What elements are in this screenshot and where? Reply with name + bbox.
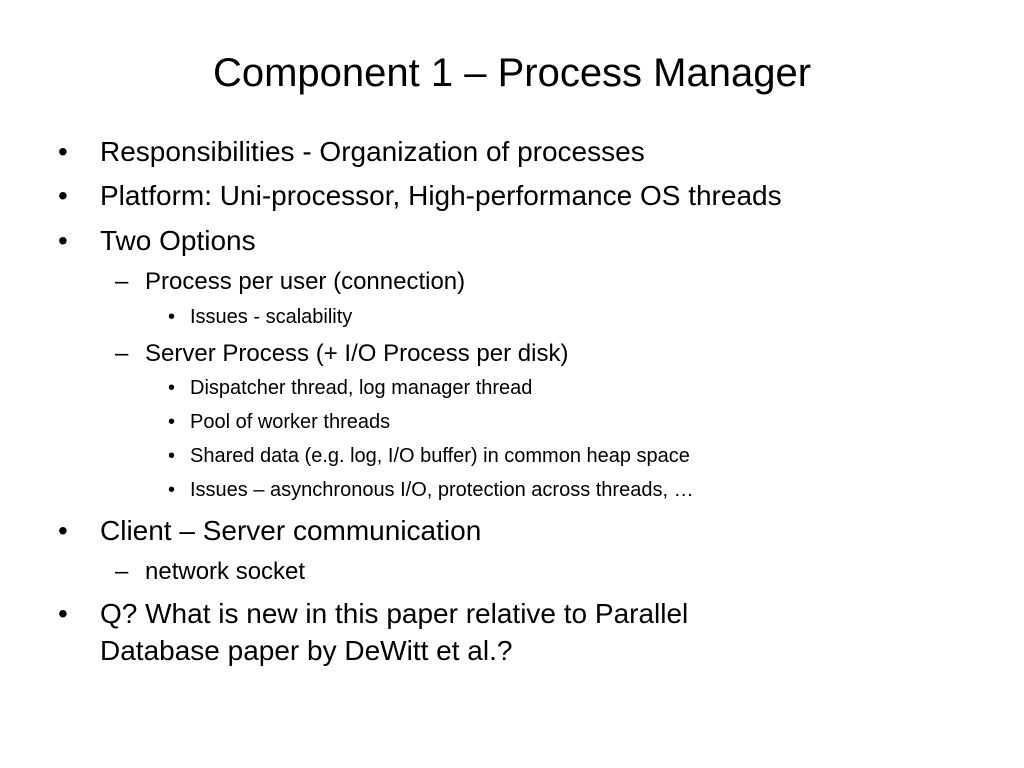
bullet-text-continuation: Database paper by DeWitt et al.? <box>100 635 513 666</box>
bullet-marker: • <box>58 225 68 256</box>
bullet-marker: • <box>58 180 68 211</box>
bullet-marker: • <box>168 411 176 433</box>
bullet-marker: • <box>58 515 68 546</box>
bullet-text: Responsibilities - Organization of processes <box>100 136 645 167</box>
sub-sub-bullet-text: Issues - scalability <box>190 306 353 328</box>
sub-sub-bullet-text: Issues – asynchronous I/O, protection across threads, … <box>190 479 694 501</box>
bullet-marker: • <box>58 598 68 629</box>
bullet-text: Platform: Uni-processor, High-performance OS threads <box>100 180 782 211</box>
bullet-marker: • <box>58 136 68 167</box>
sub-bullet-text: Process per user (connection) <box>145 268 466 295</box>
bullet-marker: • <box>168 479 176 501</box>
dash-marker: – <box>115 558 129 585</box>
dash-marker: – <box>115 340 129 367</box>
sub-sub-bullet-text: Pool of worker threads <box>190 411 391 433</box>
sub-bullet-text: Server Process (+ I/O Process per disk) <box>145 340 569 367</box>
sub-sub-bullet-text: Shared data (e.g. log, I/O buffer) in common heap space <box>190 445 690 467</box>
bullet-marker: • <box>168 377 176 399</box>
slide-title: Component 1 – Process Manager <box>212 51 812 95</box>
bullet-marker: • <box>168 306 176 328</box>
bullet-text: Two Options <box>100 225 256 256</box>
bullet-text: Client – Server communication <box>100 515 482 546</box>
sub-bullet-text: network socket <box>145 558 306 585</box>
bullet-marker: • <box>168 445 176 467</box>
bullet-text: Q? What is new in this paper relative to Parallel <box>100 598 689 629</box>
sub-sub-bullet-text: Dispatcher thread, log manager thread <box>190 377 533 399</box>
dash-marker: – <box>115 268 129 295</box>
